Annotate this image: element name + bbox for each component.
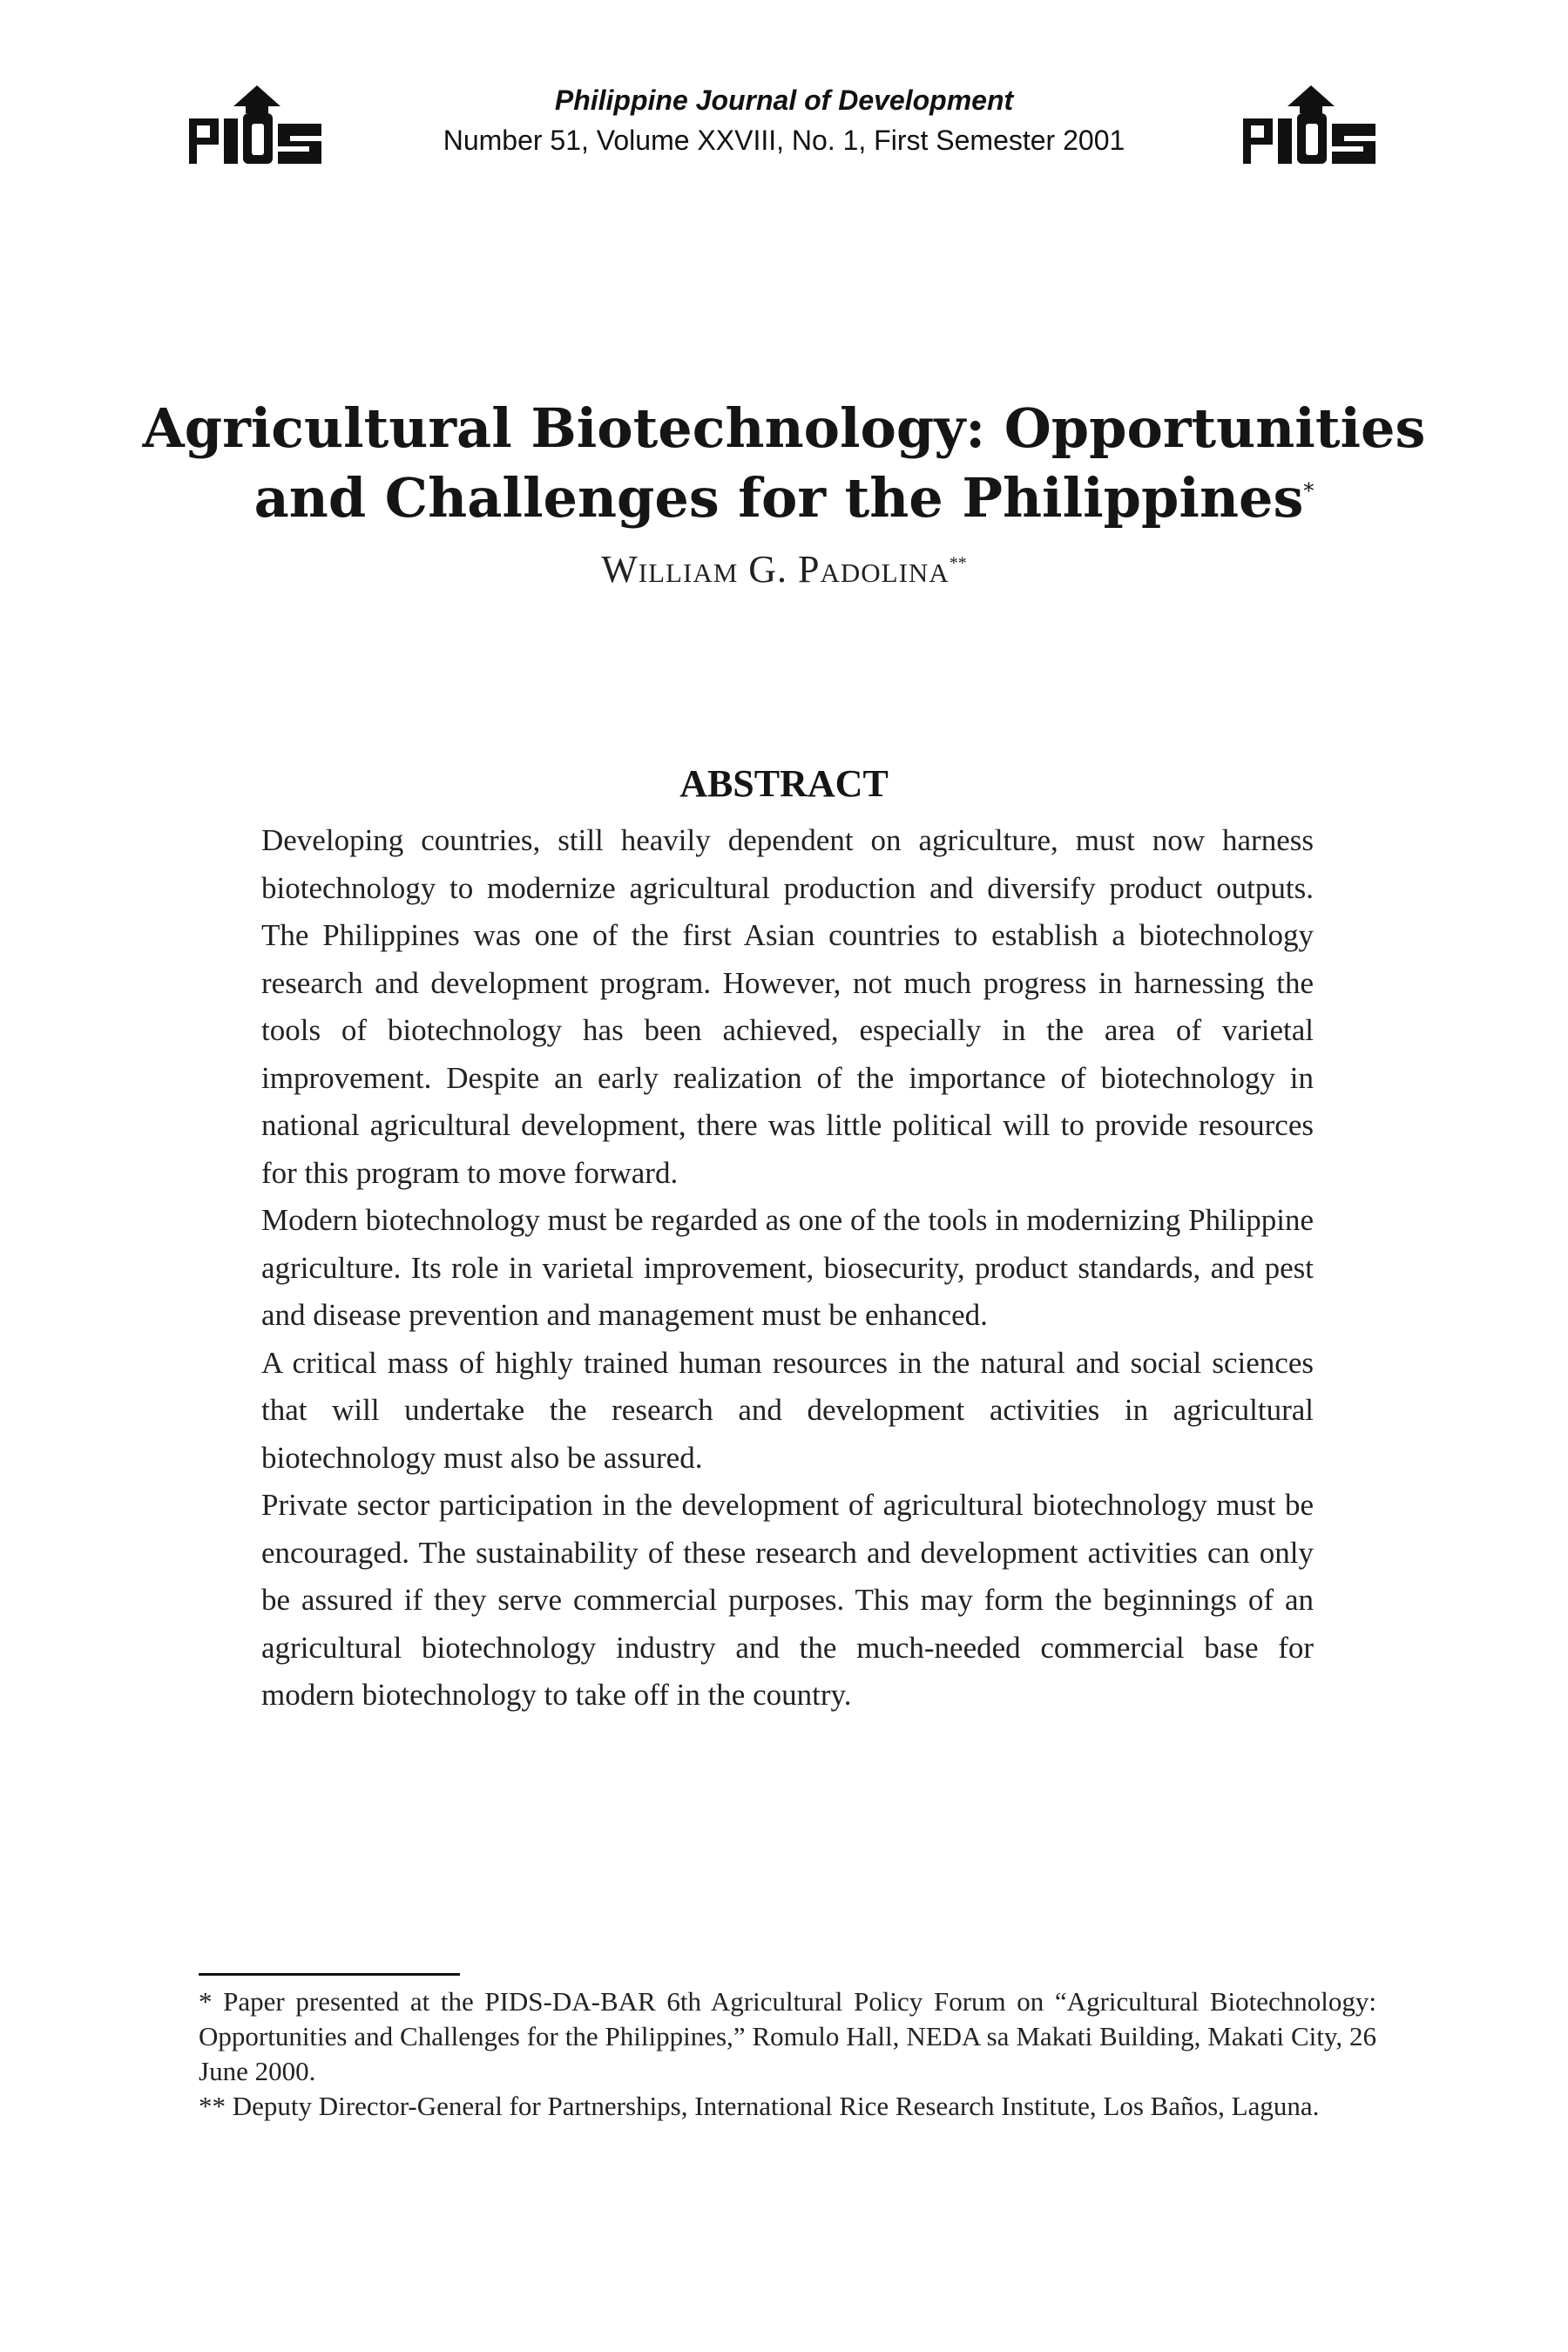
title-line-1: Agricultural Biotechnology: Opportunities: [142, 396, 1426, 460]
abstract-body: [261, 817, 1314, 1720]
journal-header: [0, 80, 1568, 176]
pids-logo-icon: [1241, 85, 1381, 166]
title-line-2-text: and Challenges for the Philippines: [253, 466, 1304, 530]
issue-line: Number 51, Volume XXVIII, No. 1, First Semester 2001: [443, 125, 1125, 156]
title-line-2: [131, 463, 1437, 533]
abstract-paragraph: Developing countries, still heavily dependent on agriculture, must now harness biotechnology to modernize agricultural production and diversify product outputs. The Philippines was one of the first Asian countries to establish a biotechnology research and development program. However, not much progress in harnessing the tools of biotechnology has been achieved, especially in the area of varietal improvement. Despite an early realization of the importance of biotechnology in national agricultural development, there was little political will to provide resources for this program to move forward.: [261, 823, 1314, 1190]
abstract-paragraph: Private sector participation in the development of agricultural biotechnology must be encouraged. The sustainability of these research and development activities can only be assured if they serve commercial purposes. This may form the beginnings of an agricultural biotechnology industry and the much-needed commercial base for modern biotechnology to take off in the country.: [261, 1488, 1314, 1712]
journal-name: Philippine Journal of Development: [554, 84, 1014, 116]
author-name: William G. Padolina: [601, 548, 950, 591]
footnote: ** Deputy Director-General for Partnerships, International Rice Research Institute, Los Baños, Laguna.: [199, 2091, 1320, 2121]
author-line: [261, 545, 1307, 594]
journal-info: [348, 80, 1220, 160]
abstract-paragraph: Modern biotechnology must be regarded as one of the tools in modernizing Philippine agriculture. Its role in varietal improvement, biosecurity, product standards, and pest and disease prevention and management must be enhanced.: [261, 1203, 1314, 1332]
footnotes: [199, 1984, 1376, 2124]
footnote-divider: [199, 1973, 460, 1976]
title-footnote-mark: *: [1303, 478, 1315, 504]
footnote: * Paper presented at the PIDS-DA-BAR 6th Agricultural Policy Forum on “Agricultural Biotechnology: Opportunities and Challenges for the Philippines,” Romulo Hall, NEDA sa Makati Building, Makati City, 26 June 2000.: [199, 1986, 1376, 2086]
author-footnote-mark: **: [949, 553, 967, 573]
pids-logo-icon: [187, 85, 327, 166]
abstract-heading: ABSTRACT: [679, 762, 889, 805]
abstract-paragraph: A critical mass of highly trained human resources in the natural and social sciences that will undertake the research and development activities in agricultural biotechnology must also be assured.: [261, 1345, 1314, 1475]
article-title: [131, 394, 1437, 533]
